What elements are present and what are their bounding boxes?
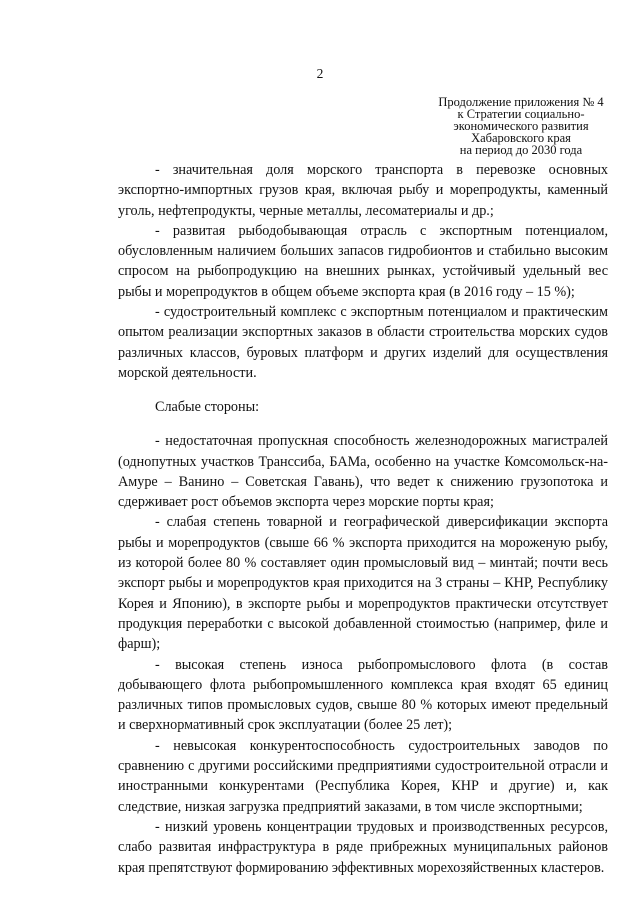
weakness-item-shipyard-competitiveness: - невысокая конкурентоспособность судостроительных заводов по сравнению с другими российскими предприятиями судостроительной отрасли и иностранными конкурентами (Республика Корея, КНР и другие) и, как следствие, низкая загрузка предприятий заказами, в том числе экспортными; — [118, 737, 608, 815]
appendix-line: к Стратегии социально- — [457, 107, 585, 121]
weaknesses-heading: Слабые стороны: — [155, 399, 260, 415]
weakness-item-fleet-wear: - высокая степень износа рыбопромыслового флота (в состав добывающего флота рыбопромышленного комплекса края входят 65 единиц различных типов промысловых судов, свыше 80 % которых имеют предельный и сверхнормативный срок эксплуатации (более 25 лет); — [118, 656, 608, 734]
appendix-header — [432, 96, 610, 156]
weakness-item-resource-concentration: - низкий уровень концентрации трудовых и производственных ресурсов, слабо развитая инфраструктура в ряде прибрежных муниципальных районов края препятствуют формированию эффективных морехозяйственных кластеров. — [118, 818, 608, 876]
strength-item-fishing-industry: - развитая рыбодобывающая отрасль с экспортным потенциалом, обусловленным наличием больших запасов гидробионтов и стабильно высоким спросом на рыбопродукцию на внешних рынках, устойчивый удельный вес рыбы и морепродуктов в общем объеме экспорта края (в 2016 году – 15 %); — [118, 222, 608, 300]
weakness-item-export-diversification: - слабая степень товарной и географической диверсификации экспорта рыбы и морепродуктов (свыше 66 % экспорта приходится на мороженую рыбу, из которой более 80 % составляет один промысловый вид – минтай; почти весь экспорт рыбы и морепродуктов края приходится на 3 страны – КНР, Республику Корея и Японию), в экспорте рыбы и морепродуктов практически отсутствует продукция переработки с высокой добавленной стоимостью (например, филе и фарш); — [118, 514, 608, 653]
strengths-continued-section — [118, 160, 608, 383]
appendix-line: на период до 2030 года — [459, 143, 583, 157]
weaknesses-section — [118, 397, 608, 878]
appendix-line: экономического развития — [453, 119, 589, 133]
appendix-line: Хабаровского края — [471, 131, 571, 145]
strength-item-shipbuilding: - судостроительный комплекс с экспортным потенциалом и практическим опытом реализации экспортных заказов в области строительства морских судов различных классов, буровых платформ и других изделий для осуществления морской деятельности. — [118, 304, 608, 381]
appendix-line: Продолжение приложения № 4 — [438, 95, 604, 109]
weakness-item-railway-capacity: - недостаточная пропускная способность железнодорожных магистралей (однопутных участков Транссиба, БАМа, особенно на участке Комсомольск-на-Амуре – Ванино – Советская Гавань), что ведет к снижению грузопотока и сдерживает рост объемов экспорта через морские порты края; — [118, 433, 608, 511]
strength-item-sea-transport: - значительная доля морского транспорта в перевозке основных экспортно-импортных грузов края, включая рыбу и морепродукты, каменный уголь, нефтепродукты, черные металлы, лесоматериалы и др.; — [118, 162, 608, 219]
page-number: 2 — [316, 66, 324, 81]
